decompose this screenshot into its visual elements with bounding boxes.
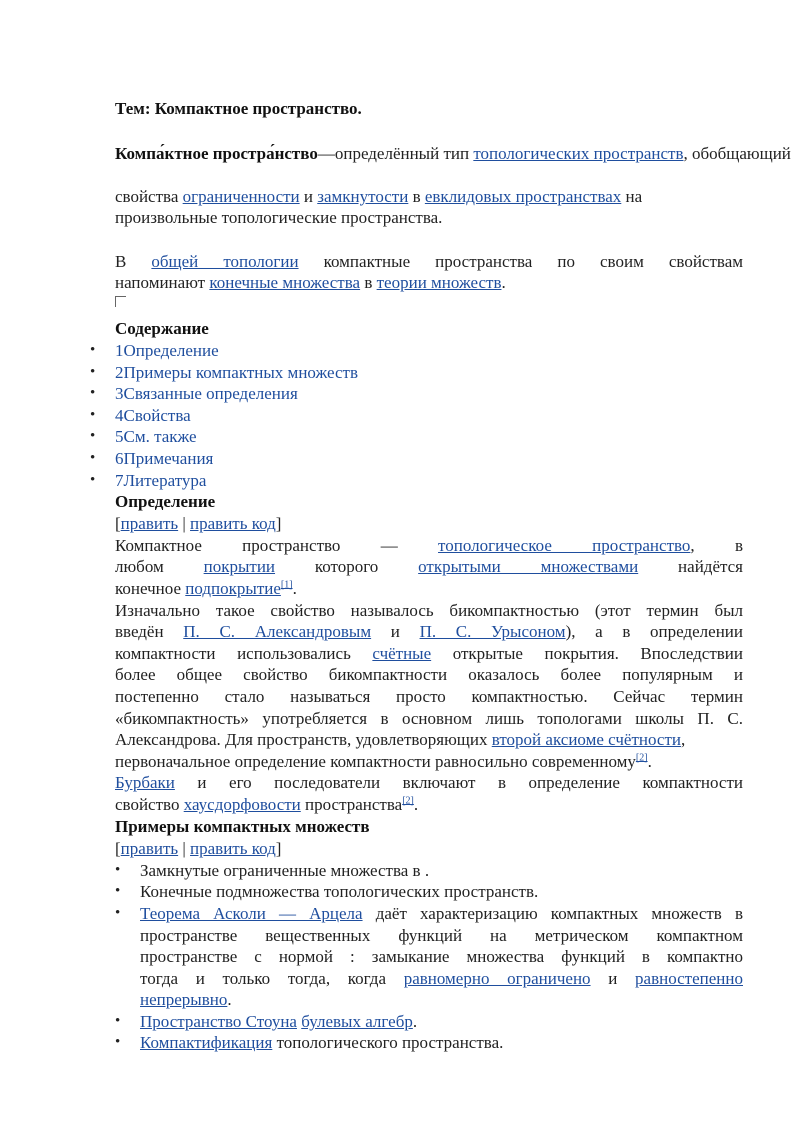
intro-text: , обобщающий xyxy=(683,144,791,163)
link-boundedness[interactable]: ограниченности xyxy=(182,187,300,206)
example-text: пространстве с нормой : замыкание множества функций в компактно xyxy=(140,947,743,966)
toc-item-link[interactable] xyxy=(115,341,219,360)
example-text: Конечные подмножества топологических пространств. xyxy=(140,882,539,901)
bullet-icon: • xyxy=(90,428,96,445)
def-text: , xyxy=(680,730,686,749)
separator: | xyxy=(178,839,191,858)
edit-links-definition xyxy=(115,513,743,535)
def-text: . xyxy=(413,795,419,814)
bullet-icon: • xyxy=(115,1013,121,1029)
example-text: и xyxy=(590,969,636,988)
bullet-icon: • xyxy=(115,905,121,921)
def-text: пространства xyxy=(300,795,403,814)
link-covering[interactable]: покрытии xyxy=(203,557,276,576)
toc-item-label: Примеры компактных множеств xyxy=(123,362,358,382)
general-line-2 xyxy=(115,272,743,294)
toc-item-number: 5 xyxy=(115,427,124,447)
bullet-icon: • xyxy=(115,883,121,899)
link-urysohn[interactable]: П. С. Урысоном xyxy=(419,622,566,641)
link-compactification[interactable]: Компактификация xyxy=(140,1033,273,1052)
def-text: свойство xyxy=(115,795,184,814)
toc-item-number: 4 xyxy=(115,405,124,425)
link-subcover[interactable]: подпокрытие xyxy=(185,579,281,598)
def-p2-line-2 xyxy=(115,621,743,643)
link-boolean-algebras[interactable]: булевых алгебр xyxy=(301,1012,413,1031)
link-continuous[interactable]: непрерывно xyxy=(140,990,228,1009)
def-text: конечное xyxy=(115,579,186,598)
toc-item-number: 7 xyxy=(115,470,124,490)
link-euclidean[interactable]: евклидовых пространствах xyxy=(424,187,622,206)
toc-item[interactable] xyxy=(115,405,743,427)
def-p2-line-7 xyxy=(115,729,743,751)
edit-link[interactable]: править xyxy=(120,839,179,858)
general-text: . xyxy=(501,273,506,292)
toc-item[interactable] xyxy=(115,362,743,384)
def-text: «бикомпактность» употребляется в основном лишь топологами школы П. С. xyxy=(115,709,743,728)
toc-item-link[interactable] xyxy=(115,427,197,446)
def-text: и xyxy=(371,622,420,641)
link-stone-space[interactable]: Пространство Стоуна xyxy=(140,1012,297,1031)
general-line-1 xyxy=(115,251,743,273)
definition-title-text: Определение xyxy=(115,492,216,511)
def-p2-line-10 xyxy=(115,794,743,816)
example-item-1 xyxy=(140,860,743,882)
example-text: . xyxy=(412,1012,418,1031)
def-text: . xyxy=(647,752,652,771)
general-text: В xyxy=(115,252,152,271)
example-text: Замкнутые ограниченные множества в . xyxy=(140,861,430,880)
example-item-4 xyxy=(140,1011,743,1033)
def-p2-line-1 xyxy=(115,600,743,622)
link-countable[interactable]: счётные xyxy=(372,644,432,663)
def-text: введён xyxy=(115,622,184,641)
toc-item-number: 6 xyxy=(115,449,124,468)
def-p2-line-3 xyxy=(115,643,743,665)
bullet-icon: • xyxy=(115,862,121,878)
bullet-icon: • xyxy=(90,342,96,358)
toc-title-text: Содержание xyxy=(115,319,209,338)
example-text: пространстве вещественных функций на метрическом компактном xyxy=(140,926,743,945)
toc-item-number: 3 xyxy=(115,384,124,404)
edit-links-examples xyxy=(115,838,743,860)
edit-code-link[interactable]: править код xyxy=(190,514,276,533)
edit-code-link[interactable]: править код xyxy=(190,839,276,858)
link-finite-sets[interactable]: конечные множества xyxy=(209,273,361,292)
example-item-3-line-2 xyxy=(140,925,743,947)
intro-text: произвольные топологические пространства. xyxy=(115,208,443,227)
footnote-1[interactable]: [1] xyxy=(280,579,293,591)
toc-item-link[interactable] xyxy=(115,449,213,468)
link-equicontinuous[interactable]: равностепенно xyxy=(635,969,743,988)
intro-text: в xyxy=(408,187,425,206)
toc-item-number: 2 xyxy=(115,362,124,382)
def-text: более общее свойство бикомпактности оказалось более популярным и xyxy=(115,665,743,684)
bullet-icon: • xyxy=(115,1034,121,1050)
toc-item-link[interactable] xyxy=(115,384,298,403)
intro-text: и xyxy=(299,187,318,206)
section-title-examples xyxy=(115,816,743,838)
footnote-2[interactable]: [2] xyxy=(635,752,648,764)
example-item-3-line-1 xyxy=(140,903,743,925)
footnote-2b[interactable]: [2] xyxy=(402,795,414,807)
def-p2-line-5 xyxy=(115,686,743,708)
term-bold: Компа́ктное простра́нство xyxy=(115,144,318,163)
example-item-2 xyxy=(140,881,743,903)
def-text: , в xyxy=(690,536,744,555)
toc-item-label: Свойства xyxy=(123,405,191,425)
def-text: и его последователи включают в определение компактности xyxy=(174,773,743,792)
def-text: которого xyxy=(275,557,419,576)
def-text: Изначально такое свойство называлось бикомпактностью (этот термин был xyxy=(115,601,743,620)
def-text: найдётся xyxy=(638,557,743,576)
def-line-3 xyxy=(115,578,743,600)
def-text: любом xyxy=(115,557,204,576)
def-text: первоначальное определение компактности равносильно современному xyxy=(115,752,636,771)
general-text: в xyxy=(360,273,377,292)
toc-item-label: Определение xyxy=(123,341,219,360)
example-item-3-line-4 xyxy=(140,968,743,990)
def-text: компактности использовались xyxy=(115,644,373,663)
bracket: [ xyxy=(115,514,121,533)
bracket: [ xyxy=(115,839,121,858)
section-title-definition xyxy=(115,491,743,513)
link-open-sets[interactable]: открытыми множествами xyxy=(418,557,639,576)
example-text: тогда и только тогда, когда xyxy=(140,969,404,988)
toc-item[interactable] xyxy=(115,383,743,405)
general-text: компактные пространства по своим свойствам xyxy=(298,252,744,271)
link-closedness[interactable]: замкнутости xyxy=(317,187,409,206)
intro-line-2 xyxy=(115,186,743,208)
link-alexandrov[interactable]: П. С. Александровым xyxy=(183,622,372,641)
def-text: ), а в определении xyxy=(565,622,743,641)
example-item-5 xyxy=(140,1032,743,1054)
link-set-theory[interactable]: теории множеств xyxy=(376,273,502,292)
bracket: ] xyxy=(275,514,282,533)
separator: | xyxy=(178,514,191,533)
intro-text: свойства xyxy=(115,187,183,206)
def-line-2 xyxy=(115,556,743,578)
link-arzela-ascoli[interactable]: Теорема Асколи — Арцела xyxy=(140,904,363,923)
toc-item[interactable] xyxy=(115,470,743,492)
toc-item[interactable] xyxy=(115,340,743,362)
example-item-3-line-3 xyxy=(140,946,743,968)
bullet-icon: • xyxy=(90,471,96,488)
link-second-axiom[interactable]: второй аксиоме счётности xyxy=(491,730,681,749)
toc-item-label: Связанные определения xyxy=(123,384,298,404)
example-text: даёт характеризацию компактных множеств в xyxy=(362,904,743,923)
toc-item-link[interactable] xyxy=(115,471,206,490)
toc-item[interactable] xyxy=(115,448,743,470)
examples-title-text: Примеры компактных множеств xyxy=(115,817,370,836)
toc-item-label: См. также xyxy=(123,427,197,447)
toc-item-link[interactable] xyxy=(115,406,191,425)
def-p2-line-9 xyxy=(115,772,743,794)
example-text: . xyxy=(227,990,232,1009)
toc-item-number: 1 xyxy=(115,341,124,360)
link-bourbaki[interactable]: Бурбаки xyxy=(115,773,175,792)
toc-toggle-checkbox[interactable] xyxy=(115,296,126,307)
link-topological-spaces[interactable]: топологических пространств xyxy=(473,144,684,163)
intro-text: —определённый тип xyxy=(317,144,474,163)
example-text: топологического пространства. xyxy=(272,1033,504,1052)
intro-line-1 xyxy=(115,143,791,165)
edit-link[interactable]: править xyxy=(120,514,179,533)
example-item-3-line-5 xyxy=(140,989,743,1011)
def-p2-line-6 xyxy=(115,708,743,730)
heading-text: Тем: Компактное пространство. xyxy=(115,99,362,118)
intro-line-3 xyxy=(115,207,743,229)
toc-item-label: Литература xyxy=(123,470,207,490)
def-p2-line-8 xyxy=(115,751,743,773)
def-text: Александрова. Для пространств, удовлетворяющих xyxy=(115,730,492,749)
link-general-topology[interactable]: общей топологии xyxy=(151,252,299,271)
bullet-icon: • xyxy=(90,385,96,402)
toc-item-link[interactable] xyxy=(115,363,358,382)
def-p2-line-4 xyxy=(115,664,743,686)
toc-item[interactable] xyxy=(115,426,743,448)
link-topological-space[interactable]: топологическое пространство xyxy=(438,536,691,555)
def-text: открытые покрытия. Впоследствии xyxy=(431,644,743,663)
bullet-icon: • xyxy=(90,406,96,423)
toc-item-label: Примечания xyxy=(123,449,214,468)
def-text: постепенно стало называться просто компактностью. Сейчас термин xyxy=(115,687,743,706)
bracket: ] xyxy=(275,839,282,858)
bullet-icon: • xyxy=(90,363,96,380)
intro-text: на xyxy=(621,187,643,206)
document-heading xyxy=(115,98,743,120)
link-uniformly-bounded[interactable]: равномерно ограничено xyxy=(403,969,591,988)
def-line-1 xyxy=(115,535,743,557)
general-text: напоминают xyxy=(115,273,210,292)
def-text: . xyxy=(292,579,297,598)
bullet-icon: • xyxy=(90,450,96,466)
link-hausdorff[interactable]: хаусдорфовости xyxy=(183,795,301,814)
def-text: Компактное пространство — xyxy=(115,536,439,555)
toc-title xyxy=(115,318,743,340)
